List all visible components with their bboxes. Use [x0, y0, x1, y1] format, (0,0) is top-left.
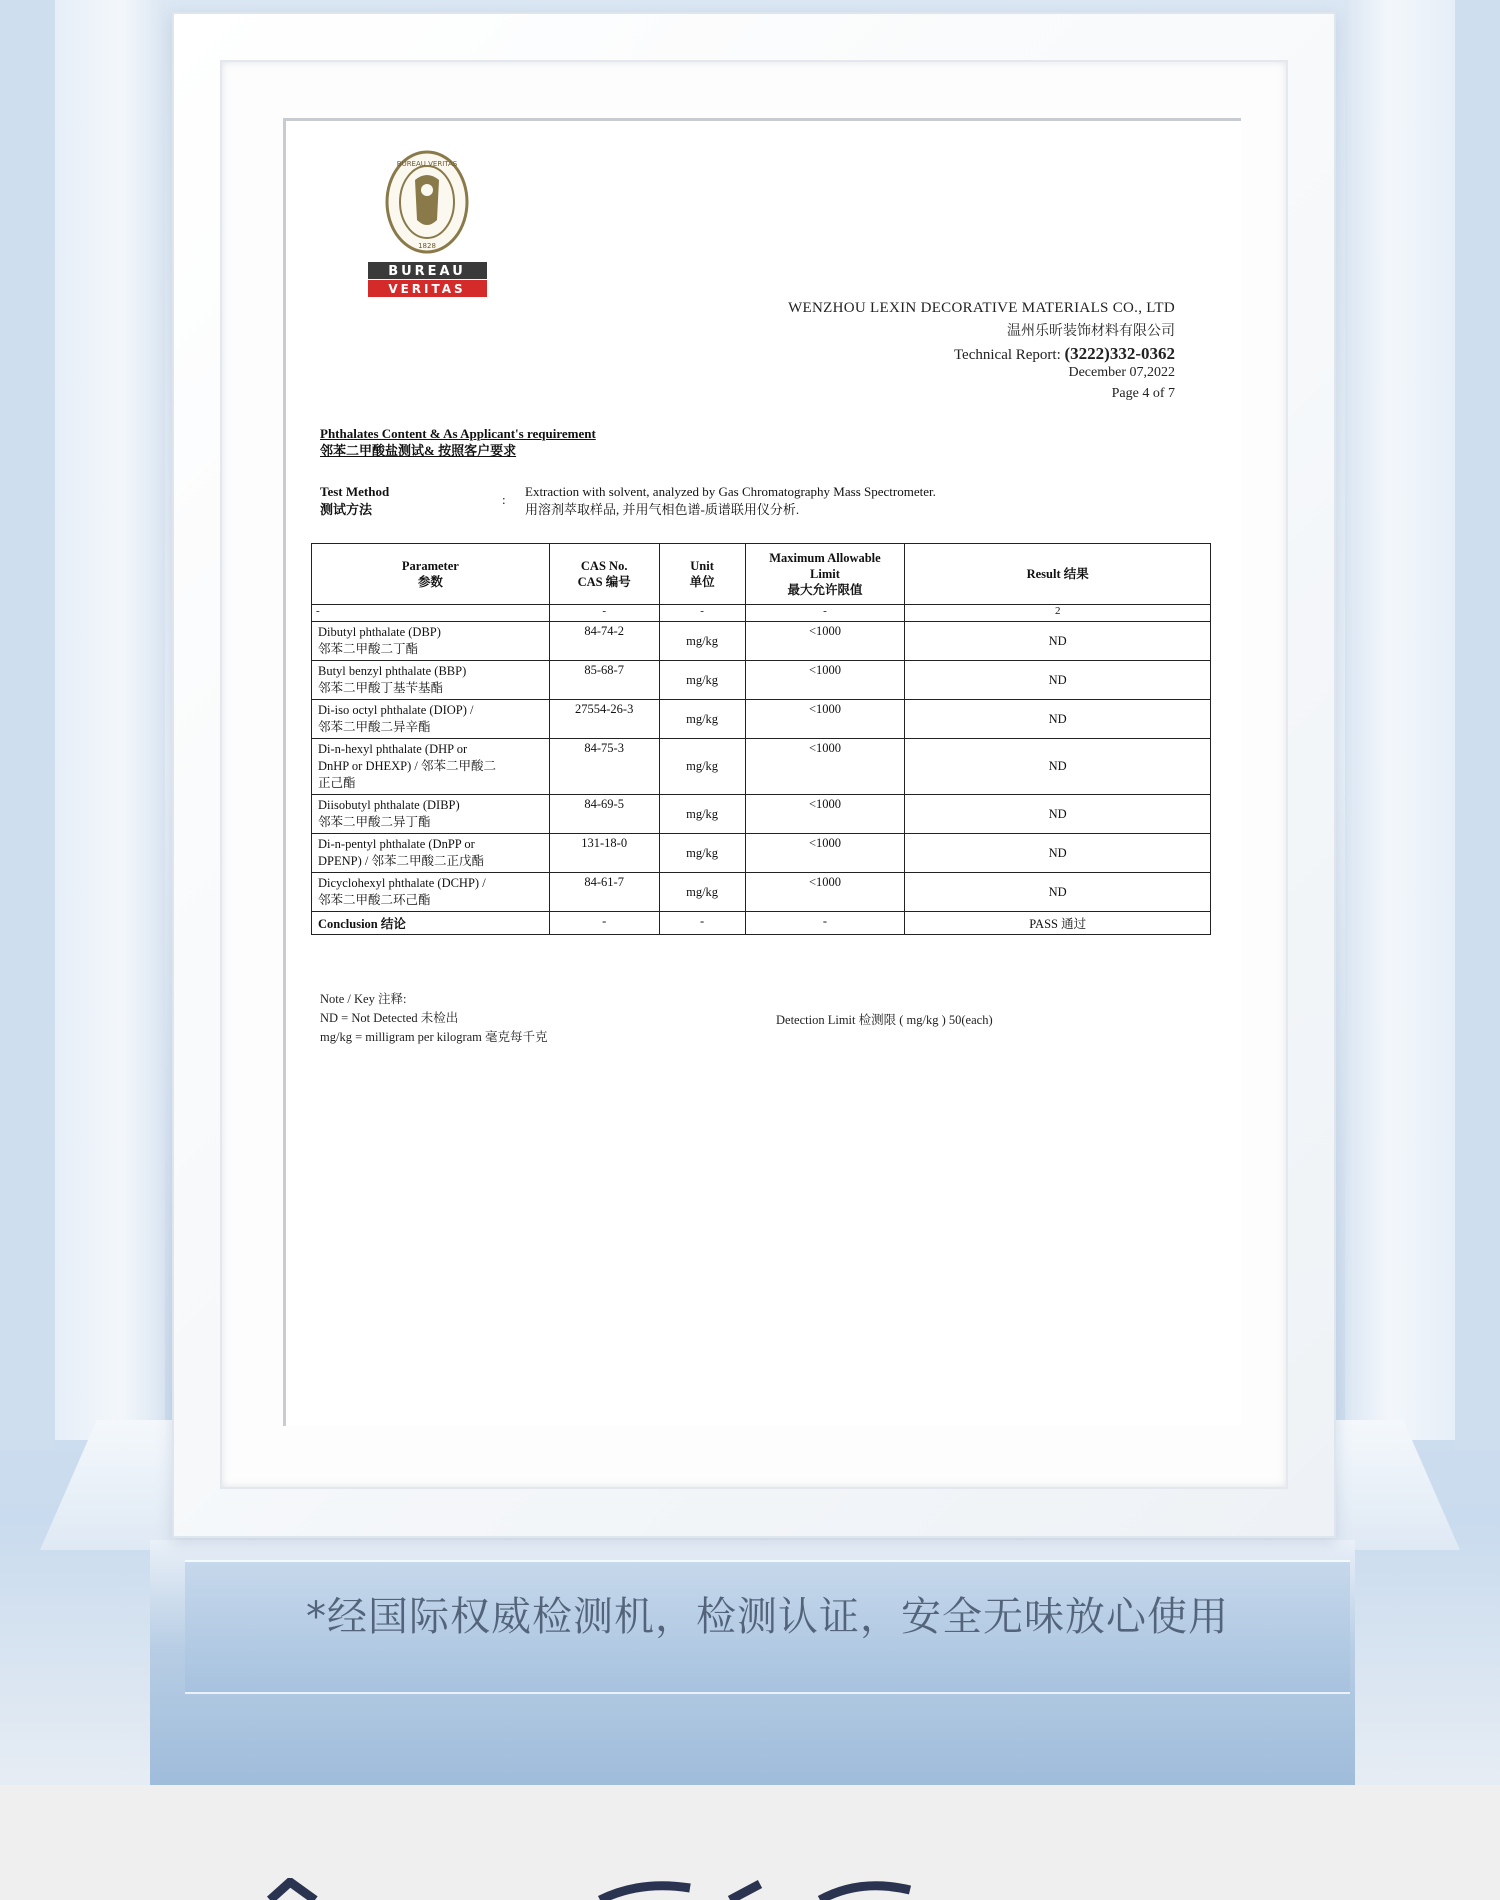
table-row: Dibutyl phthalate (DBP) 邻苯二甲酸二丁酯 84-74-2 mg/kg <1000 ND: [312, 622, 1211, 661]
report-date: December 07,2022: [1068, 365, 1175, 380]
header-result: Result 结果: [905, 544, 1211, 605]
company-name-en: WENZHOU LEXIN DECORATIVE MATERIALS CO., LTD: [788, 300, 1175, 316]
bureau-veritas-logo: [365, 150, 490, 300]
header-parameter: Parameter 参数: [312, 544, 550, 605]
table-row: Di-iso octyl phthalate (DIOP) / 邻苯二甲酸二异辛酯 27554-26-3 mg/kg <1000 ND: [312, 700, 1211, 739]
header-limit: Maximum Allowable Limit 最大允许限值: [745, 544, 905, 605]
notes-title: Note / Key 注释:: [320, 992, 407, 1006]
table-row: Di-n-pentyl phthalate (DnPP or DPENP) / 邻苯二甲酸二正戊酯 131-18-0 mg/kg <1000 ND: [312, 834, 1211, 873]
report-label: Technical Report:: [953, 347, 1061, 363]
header-unit: Unit 单位: [659, 544, 745, 605]
background-left-edge: [0, 0, 55, 1450]
logo-year: 1828: [418, 242, 436, 250]
results-table: [311, 543, 1211, 935]
caption-text: *经国际权威检测机，检测认证，安全无味放心使用: [306, 1594, 1229, 1640]
company-name-cn: 温州乐昕装饰材料有限公司: [1007, 324, 1175, 339]
logo-word-bureau: BUREAU: [388, 264, 466, 279]
test-method-label-cn: 测试方法: [320, 502, 373, 517]
test-method-text-cn: 用溶剂萃取样品, 并用气相色谱-质谱联用仪分析.: [525, 502, 800, 517]
figure-icon: [415, 175, 439, 225]
test-method-text: [525, 483, 936, 519]
test-method-label-en: Test Method: [320, 484, 390, 499]
test-method-colon: :: [502, 492, 506, 507]
table-row-sample-no: - - - - 2: [312, 605, 1211, 622]
page-number: Page 4 of 7: [1111, 386, 1175, 401]
section-title: [320, 425, 596, 459]
logo-ring-text: BUREAU VERITAS: [396, 160, 458, 168]
table-row: Butyl benzyl phthalate (BBP) 邻苯二甲酸丁基苄基酯 85-68-7 mg/kg <1000 ND: [312, 661, 1211, 700]
table-row: Di-n-hexyl phthalate (DHP or DnHP or DHEXP) / 邻苯二甲酸二 正己酯 84-75-3 mg/kg <1000 ND: [312, 739, 1211, 795]
header-cas: CAS No. CAS 编号: [549, 544, 659, 605]
background-pillar-left: [55, 0, 165, 1440]
section-title-en: Phthalates Content & As Applicant's requirement: [320, 426, 596, 441]
table-header-row: [312, 544, 1211, 605]
notes-nd: ND = Not Detected 未检出: [320, 1011, 459, 1025]
test-method-text-en: Extraction with solvent, analyzed by Gas Chromatography Mass Spectrometer.: [525, 484, 936, 499]
cropped-heading-decoration: [260, 1878, 1260, 1900]
technical-report: [640, 344, 1175, 364]
section-title-cn: 邻苯二甲酸盐测试& 按照客户要求: [320, 443, 517, 458]
notes-mgkg: mg/kg = milligram per kilogram 毫克每千克: [320, 1030, 548, 1044]
table-row: Diisobutyl phthalate (DIBP) 邻苯二甲酸二异丁酯 84-69-5 mg/kg <1000 ND: [312, 795, 1211, 834]
background-right-edge: [1455, 0, 1500, 1450]
logo-word-veritas: VERITAS: [388, 282, 466, 296]
background-pillar-right: [1345, 0, 1455, 1440]
table-row: Dicyclohexyl phthalate (DCHP) / 邻苯二甲酸二环己酯 84-61-7 mg/kg <1000 ND: [312, 873, 1211, 912]
test-method-label: [320, 483, 389, 519]
report-number: (3222)332-0362: [1064, 344, 1175, 363]
notes: [320, 990, 548, 1047]
detection-limit: Detection Limit 检测限 ( mg/kg ) 50(each): [776, 1013, 993, 1027]
table-row-conclusion: Conclusion 结论 - - - PASS 通过: [312, 912, 1211, 935]
